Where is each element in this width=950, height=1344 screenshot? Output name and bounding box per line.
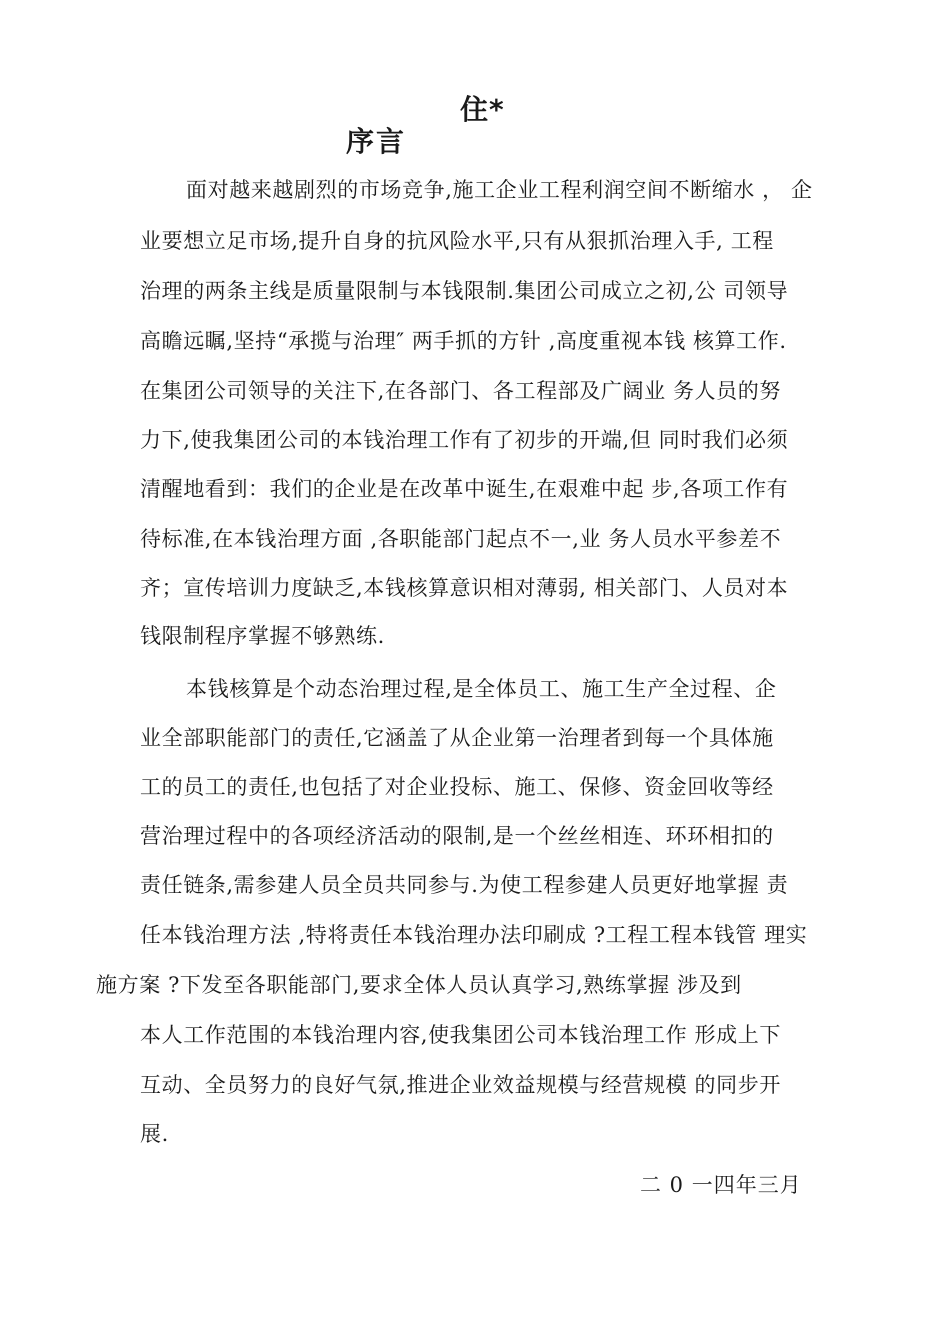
paragraph-line: 治理的两条主线是质量限制与本钱限制.集团公司成立之初,公 司领导 [140,279,789,303]
paragraph-line: 责任链条,需参建人员全员共同参与.为使工程参建人员更好地掌握 责 [140,873,789,897]
paragraph-line: 钱限制程序掌握不够熟练. [140,624,385,648]
paragraph-line: 营治理过程中的各项经济活动的限制,是一个丝丝相连、环环相扣的 [140,824,774,848]
paragraph-line: 在集团公司领导的关注下,在各部门、各工程部及广阔业 务人员的努 [140,379,781,403]
paragraph-line: 待标准,在本钱治理方面 ,各职能部门起点不一,业 务人员水平参差不 [140,527,782,551]
paragraph-line: 面对越来越剧烈的市场竞争,施工企业工程利润空间不断缩水 ， 企 [186,178,813,202]
paragraph-line: 业要想立足市场,提升自身的抗风险水平,只有从狠抓治理入手, 工程 [140,229,774,253]
paragraph-line: 本人工作范围的本钱治理内容,使我集团公司本钱治理工作 形成上下 [140,1023,781,1047]
page-title: 序言 [346,125,407,158]
paragraph-line: 齐；宣传培训力度缺乏,本钱核算意识相对薄弱, 相关部门、人员对本 [140,576,789,600]
paragraph-line: 清醒地看到：我们的企业是在改革中诞生,在艰难中起 步,各项工作有 [140,477,789,501]
document-date: 二 0 一四年三月 [640,1173,802,1197]
paragraph-line: 本钱核算是个动态治理过程,是全体员工、施工生产全过程、企 [186,677,777,701]
paragraph-line: 任本钱治理方法 ,特将责任本钱治理办法印刷成 ?工程工程本钱管 理实 [140,923,808,947]
paragraph-line: 工的员工的责任,也包括了对企业投标、施工、保修、资金回收等经 [140,775,774,799]
paragraph-line: 力下,使我集团公司的本钱治理工作有了初步的开端,但 同时我们必须 [140,428,789,452]
paragraph-line: 高瞻远瞩,坚持“承揽与治理″ 两手抓的方针 ,高度重视本钱 核算工作. [140,329,787,353]
paragraph-line: 互动、全员努力的良好气氛,推进企业效益规模与经营规模 的同步开 [140,1073,781,1097]
paragraph-line: 展. [140,1122,169,1146]
paragraph-line: 施方案 ?下发至各职能部门,要求全体人员认真学习,熟练掌握 涉及到 [96,973,742,997]
paragraph-line: 业全部职能部门的责任,它涵盖了从企业第一治理者到每一个具体施 [140,726,774,750]
header-mark: 住* [460,93,505,126]
